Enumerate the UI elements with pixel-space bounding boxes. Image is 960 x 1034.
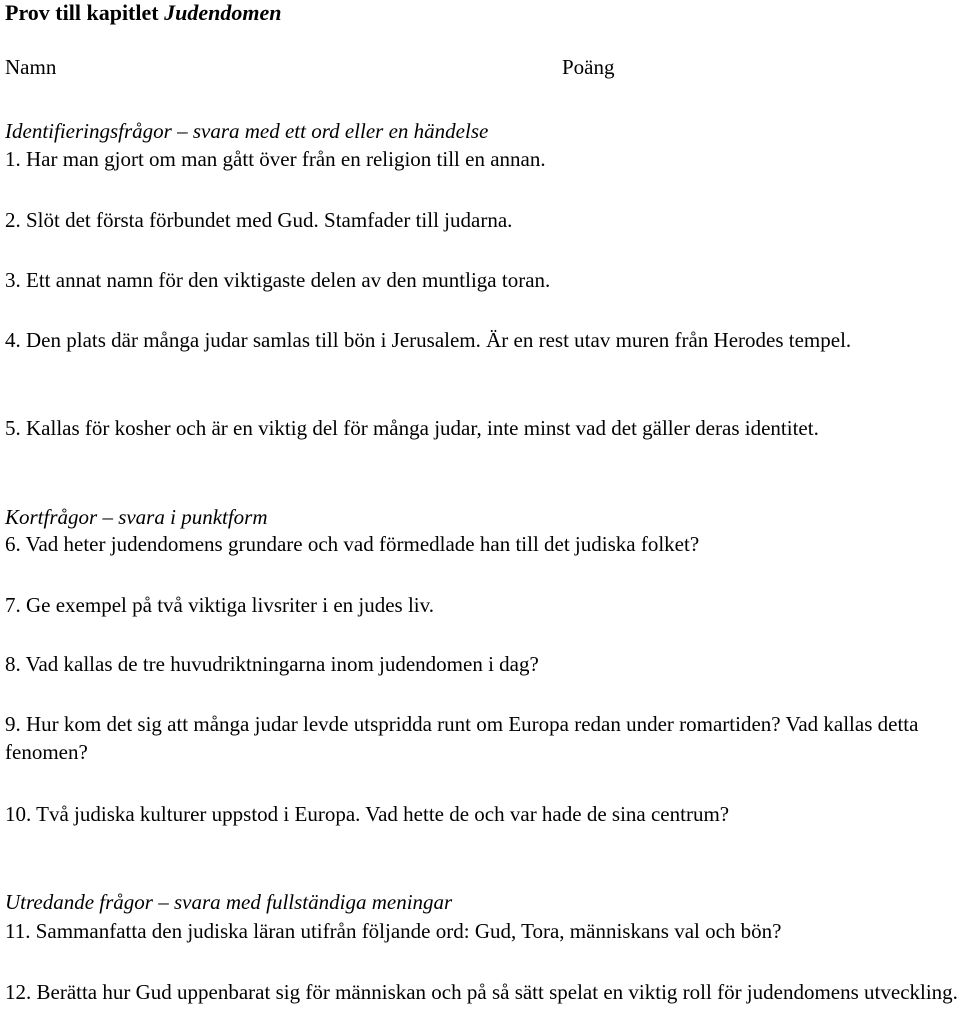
points-label: Poäng (562, 55, 615, 79)
question-12: 12. Berätta hur Gud uppenbarat sig för människan och på så sätt spelat en viktig roll för judendomens utveckling. (5, 980, 958, 1004)
question-4: 4. Den plats där många judar samlas till bön i Jerusalem. Är en rest utav muren från Herodes tempel. (5, 328, 852, 352)
page-title (5, 0, 281, 26)
question-3: 3. Ett annat namn för den viktigaste delen av den muntliga toran. (5, 268, 551, 292)
exam-page (5, 0, 960, 1034)
section-heading-investigative: Utredande frågor – svara med fullständiga meningar (5, 890, 453, 914)
section-heading-identification: Identifieringsfrågor – svara med ett ord eller en händelse (5, 119, 489, 143)
question-1: 1. Har man gjort om man gått över från en religion till en annan. (5, 147, 546, 171)
question-8: 8. Vad kallas de tre huvudriktningarna inom judendomen i dag? (5, 652, 539, 676)
question-2: 2. Slöt det första förbundet med Gud. Stamfader till judarna. (5, 208, 513, 232)
name-label: Namn (5, 55, 57, 79)
question-5: 5. Kallas för kosher och är en viktig del för många judar, inte minst vad det gäller deras identitet. (5, 416, 819, 440)
question-7: 7. Ge exempel på två viktiga livsriter i en judes liv. (5, 593, 435, 617)
question-10: 10. Två judiska kulturer uppstod i Europa. Vad hette de och var hade de sina centrum? (5, 802, 730, 826)
title-prefix: Prov till kapitlet (5, 0, 159, 25)
question-9: 9. Hur kom det sig att många judar levde utspridda runt om Europa redan under romartiden? Vad kallas detta fenomen? (5, 712, 919, 764)
section-heading-short: Kortfrågor – svara i punktform (5, 505, 268, 529)
question-6: 6. Vad heter judendomens grundare och vad förmedlade han till det judiska folket? (5, 532, 700, 556)
question-11: 11. Sammanfatta den judiska läran utifrån följande ord: Gud, Tora, människans val och bön? (5, 919, 782, 943)
title-subject: Judendomen (164, 0, 282, 25)
